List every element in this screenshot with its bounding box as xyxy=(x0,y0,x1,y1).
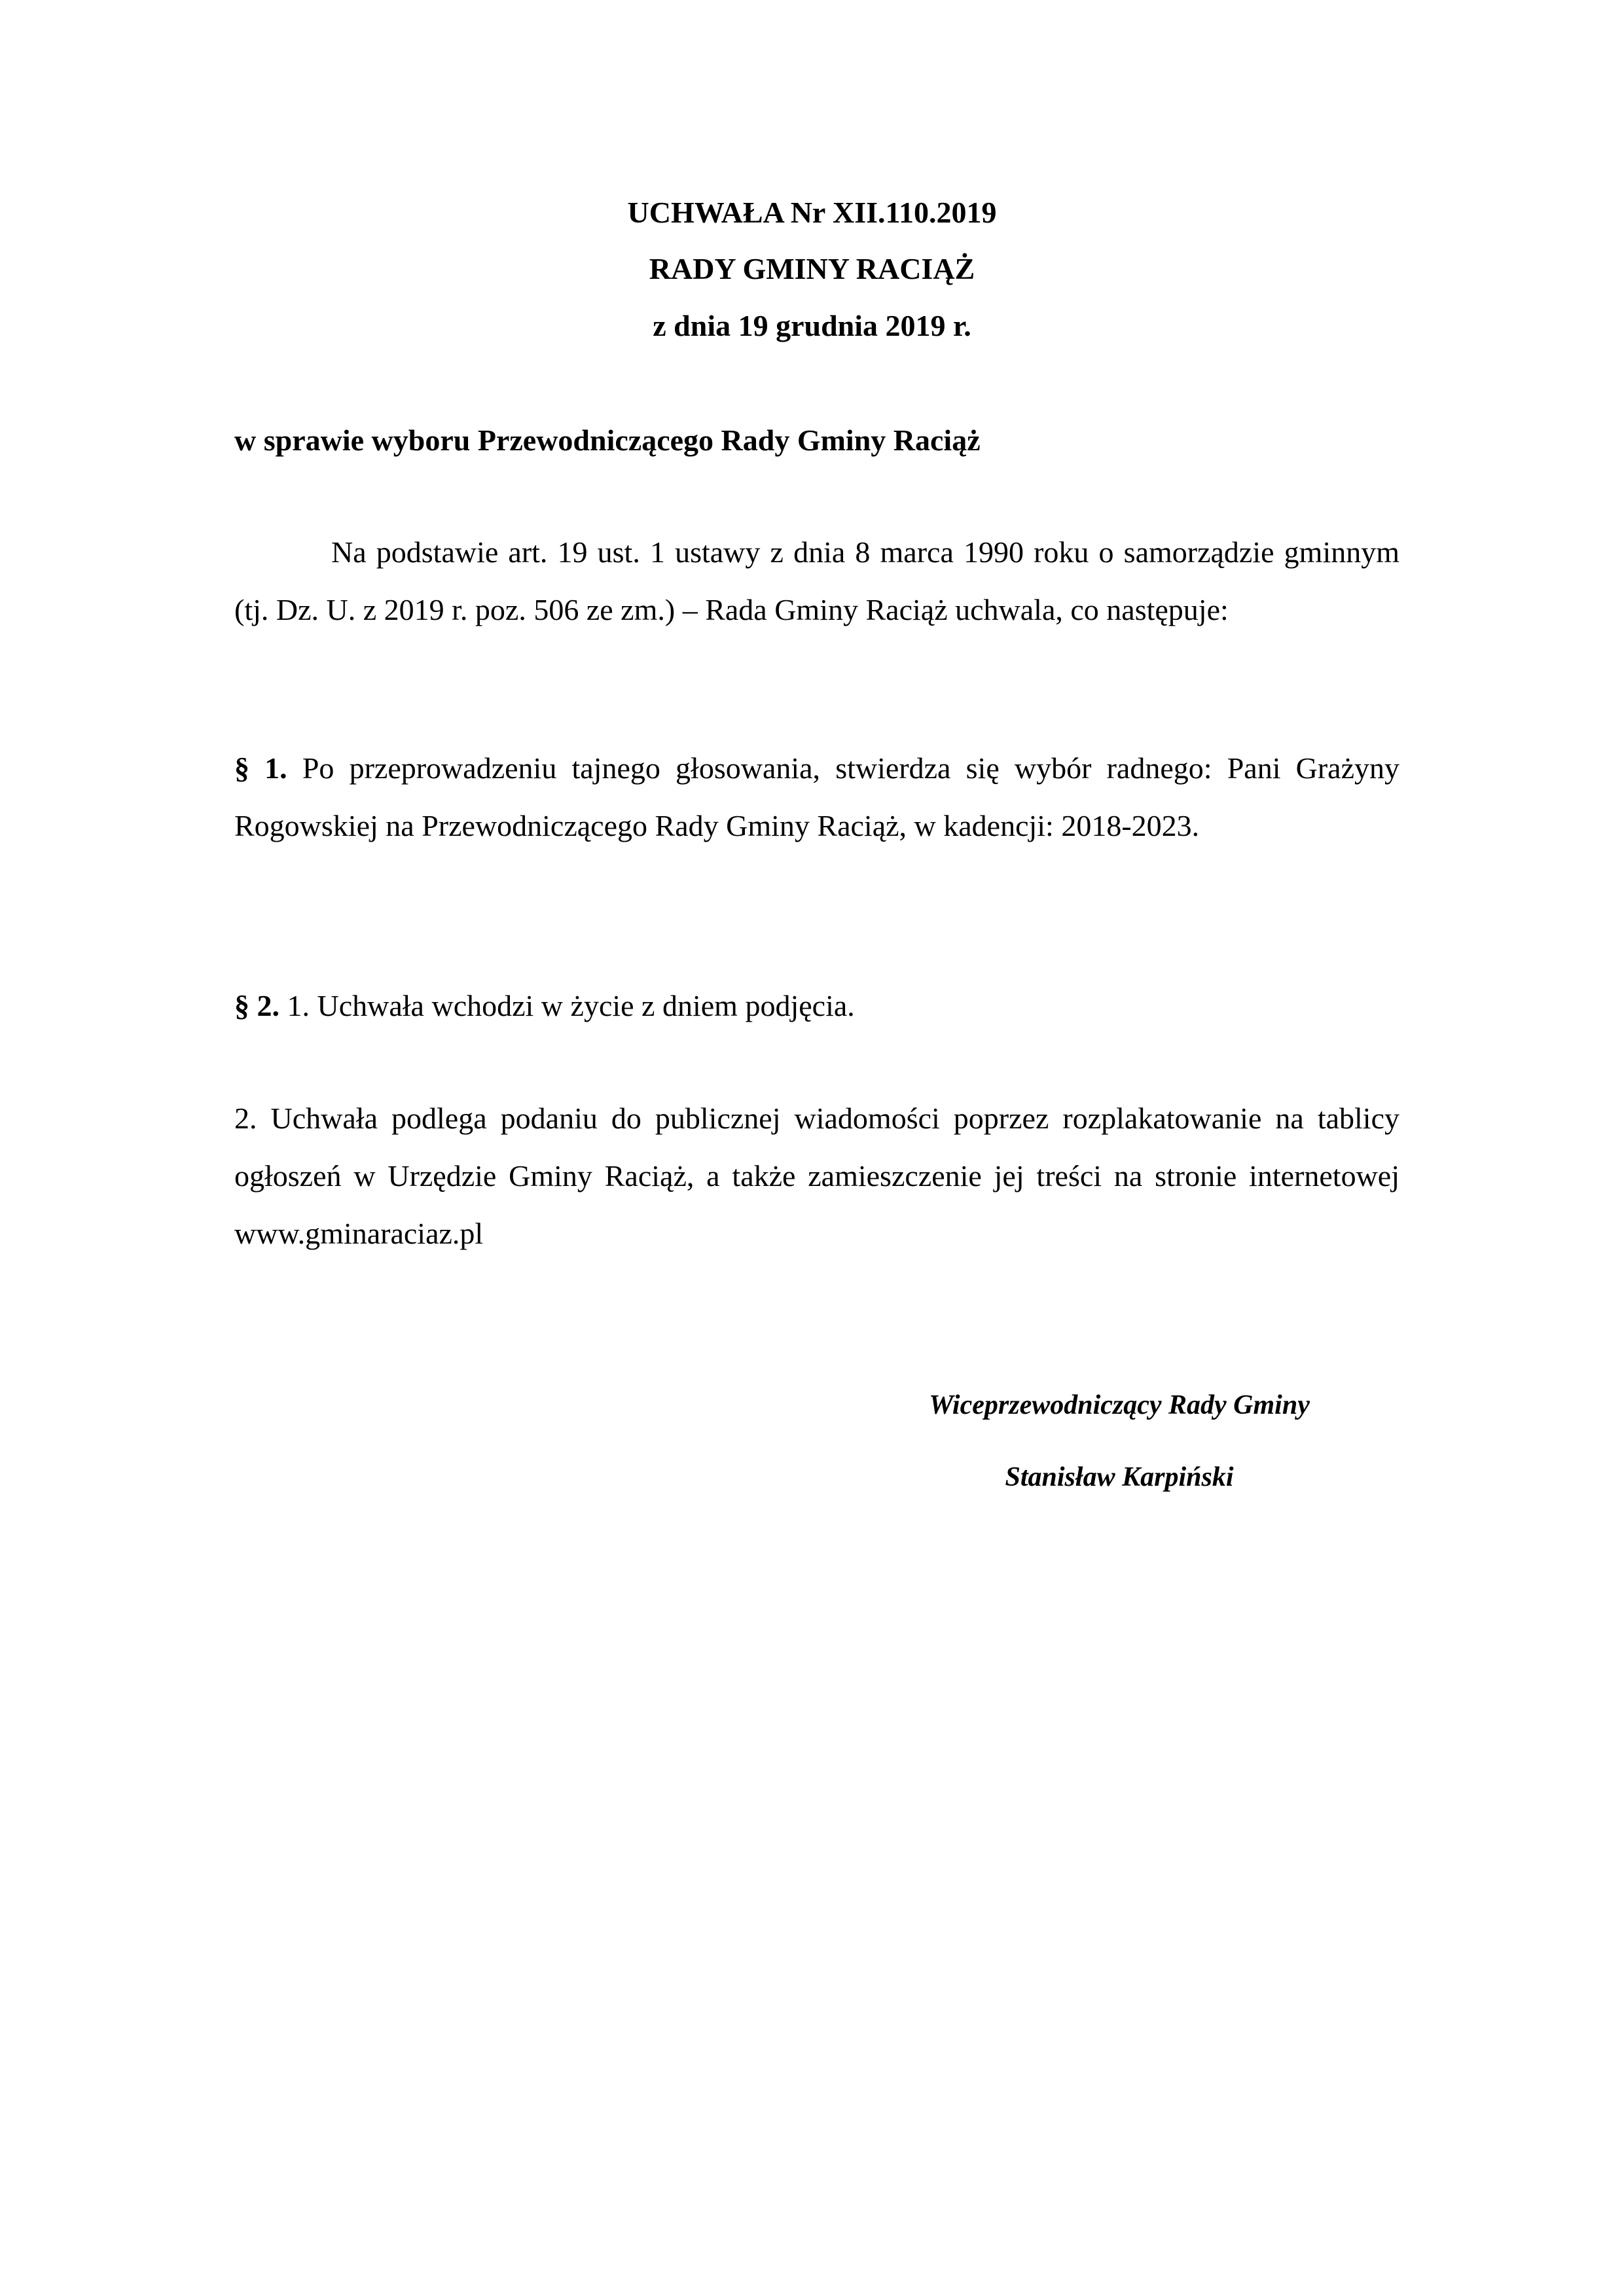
section-1 xyxy=(234,740,1399,855)
preamble-paragraph xyxy=(234,524,1399,639)
section-1-text: Po przeprowadzeniu tajnego głosowania, stwierdza się wybór radnego: Pani Grażyny Rogowskiej na Przewodniczącego Rady Gminy Raciąż, w kadencji: 2018-2023. xyxy=(234,751,1400,842)
section-2-marker: § 2. xyxy=(234,989,280,1022)
resolution-subject: w sprawie wyboru Przewodniczącego Rady Gminy Raciąż xyxy=(234,423,981,457)
section-2-point-1: 1. Uchwała wchodzi w życie z dniem podjęcia. xyxy=(287,989,855,1022)
issuing-body: RADY GMINY RACIĄŻ xyxy=(649,252,975,285)
resolution-number: UCHWAŁA Nr XII.110.2019 xyxy=(627,196,997,229)
preamble-text: Na podstawie art. 19 ust. 1 ustawy z dnia 8 marca 1990 roku o samorządzie gminnym (tj. Dz. U. z 2019 r. poz. 506 ze zm.) – Rada Gminy Raciąż uchwala, co następuje: xyxy=(234,535,1399,626)
resolution-date: z dnia 19 grudnia 2019 r. xyxy=(653,309,971,342)
section-2 xyxy=(234,977,1399,1035)
section-1-marker: § 1. xyxy=(234,751,287,785)
signature-name: Stanisław Karpiński xyxy=(1005,1462,1234,1492)
signature-title: Wiceprzewodniczący Rady Gminy xyxy=(929,1390,1310,1420)
section-2-point-2: 2. Uchwała podlega podaniu do publicznej wiadomości poprzez rozplakatowanie na tablicy ogłoszeń w Urzędzie Gminy Raciąż, a także zamieszczenie jej treści na stronie internetowej www.gminaraciaz.pl xyxy=(234,1102,1399,1250)
